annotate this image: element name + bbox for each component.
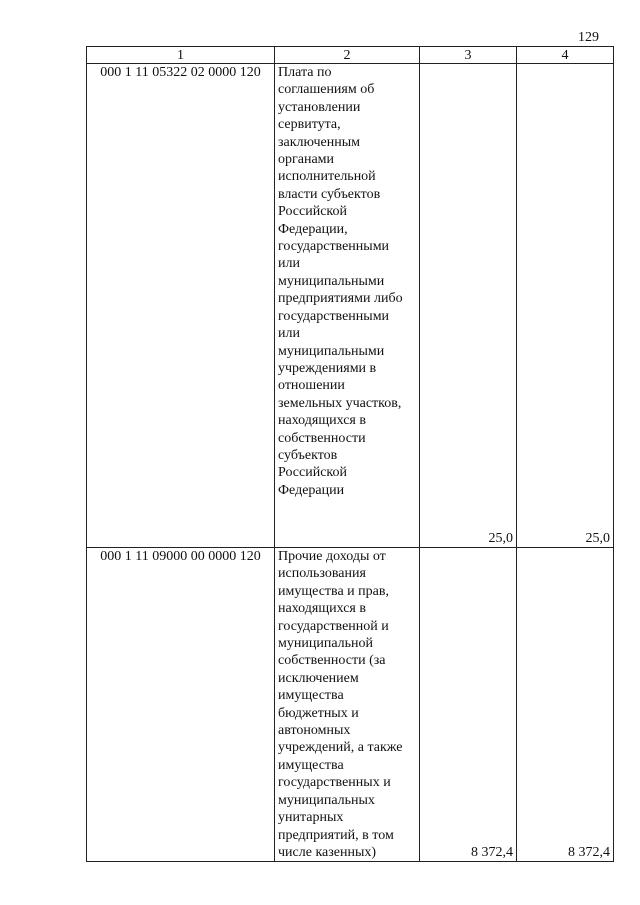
revenue-name-cell bbox=[275, 548, 420, 862]
amount-col3-cell: 25,0 bbox=[420, 64, 517, 548]
column-header-2: 2 bbox=[275, 47, 420, 64]
revenue-name-text: Плата по соглашениям об установлении сервитута, заключенным органами исполнительной власти субъектов Российской Федерации, государственными или муниципальными предприятиями либо государственными или муниципальными учреждениями в отношении земельных участков, находящихся в собственности субъектов Российской Федерации bbox=[278, 65, 403, 498]
table-row bbox=[87, 64, 614, 548]
table-body bbox=[87, 64, 614, 862]
amount-col4-cell: 8 372,4 bbox=[517, 548, 614, 862]
table-row bbox=[87, 548, 614, 862]
column-header-3: 3 bbox=[420, 47, 517, 64]
revenue-name-text: Прочие доходы от использования имущества и прав, находящихся в государственной и муниципальной собственности (за исключением имущества бюджетных и автономных учреждений, а также имущества государственных и муниципальных унитарных предприятий, в том числе казенных) bbox=[278, 549, 403, 860]
budget-code-cell: 000 1 11 09000 00 0000 120 bbox=[87, 548, 275, 862]
column-header-1: 1 bbox=[87, 47, 275, 64]
column-header-4: 4 bbox=[517, 47, 614, 64]
revenue-table bbox=[86, 46, 614, 862]
amount-col4-cell: 25,0 bbox=[517, 64, 614, 548]
budget-code-cell: 000 1 11 05322 02 0000 120 bbox=[87, 64, 275, 548]
page-number: 129 bbox=[578, 30, 599, 45]
amount-col3-cell: 8 372,4 bbox=[420, 548, 517, 862]
revenue-name-cell bbox=[275, 64, 420, 548]
table-header bbox=[87, 47, 614, 64]
header-row bbox=[87, 47, 614, 64]
